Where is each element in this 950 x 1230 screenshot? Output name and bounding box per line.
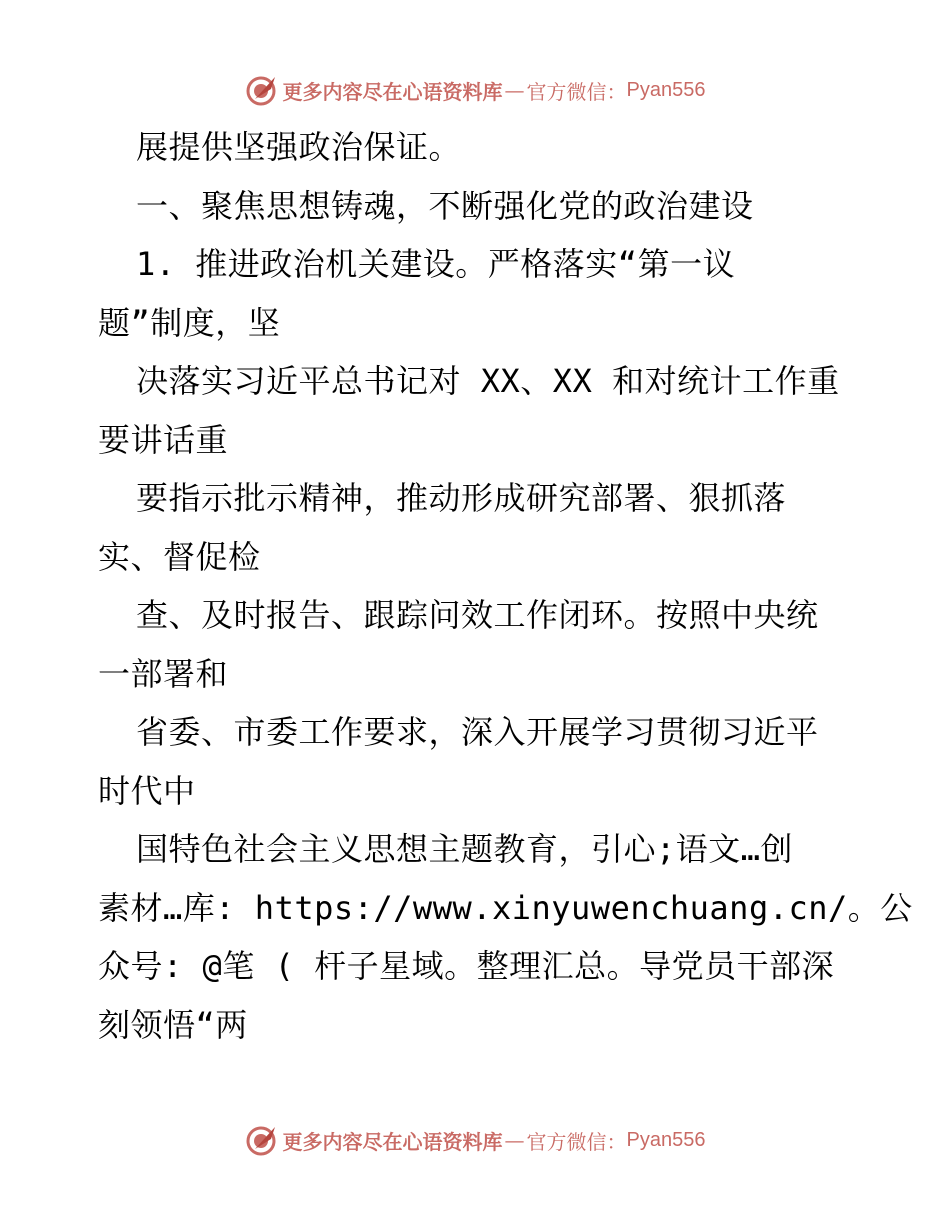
banner-separator: — [504,1128,525,1152]
banner-wechat-id: Pyan556 [626,78,706,101]
text-line: 国特色社会主义思想主题教育，引心;语文…创 [136,830,794,868]
text-line: 时代中 [98,771,196,810]
text-line: 省委、市委工作要求，深入开展学习贯彻习近平 [136,713,819,751]
quill-pen-logo-icon [245,1123,279,1157]
text-line: 展提供坚强政治保证。 [136,128,462,166]
header-watermark-banner [0,70,950,110]
text-line: 众号: @笔 ( 杆子星域。整理汇总。导党员干部深 [98,947,835,985]
quill-pen-logo-icon [245,73,279,107]
banner-brand-text: 更多内容尽在心语资料库 [282,79,503,104]
banner-separator: — [504,78,525,102]
text-line: 题”制度，坚 [98,303,281,342]
banner-wechat-id: Pyan556 [626,1128,706,1151]
text-line: 素材…库: https://www.xinyuwenchuang.cn/。公 [98,888,913,927]
banner-brand-text: 更多内容尽在心语资料库 [282,1129,503,1154]
text-line: 刻领悟“两 [98,1005,248,1044]
footer-watermark-banner [0,1120,950,1160]
text-line: 要讲话重 [98,420,229,459]
text-line: 查、及时报告、跟踪问效工作闭环。按照中央统 [136,596,819,634]
text-line: 决落实习近平总书记对 XX、XX 和对统计工作重 [136,362,840,400]
text-line: 要指示批示精神，推动形成研究部署、狠抓落 [136,479,787,517]
text-line: 1. 推进政治机关建设。严格落实“第一议 [136,245,736,283]
section-heading: 一、聚焦思想铸魂，不断强化党的政治建设 [136,186,754,225]
banner-official-label: 官方微信： [526,1129,627,1154]
text-line: 实、督促检 [98,537,261,576]
document-body [98,118,913,1054]
text-line: 一部署和 [98,654,229,693]
banner-official-label: 官方微信： [526,79,627,104]
